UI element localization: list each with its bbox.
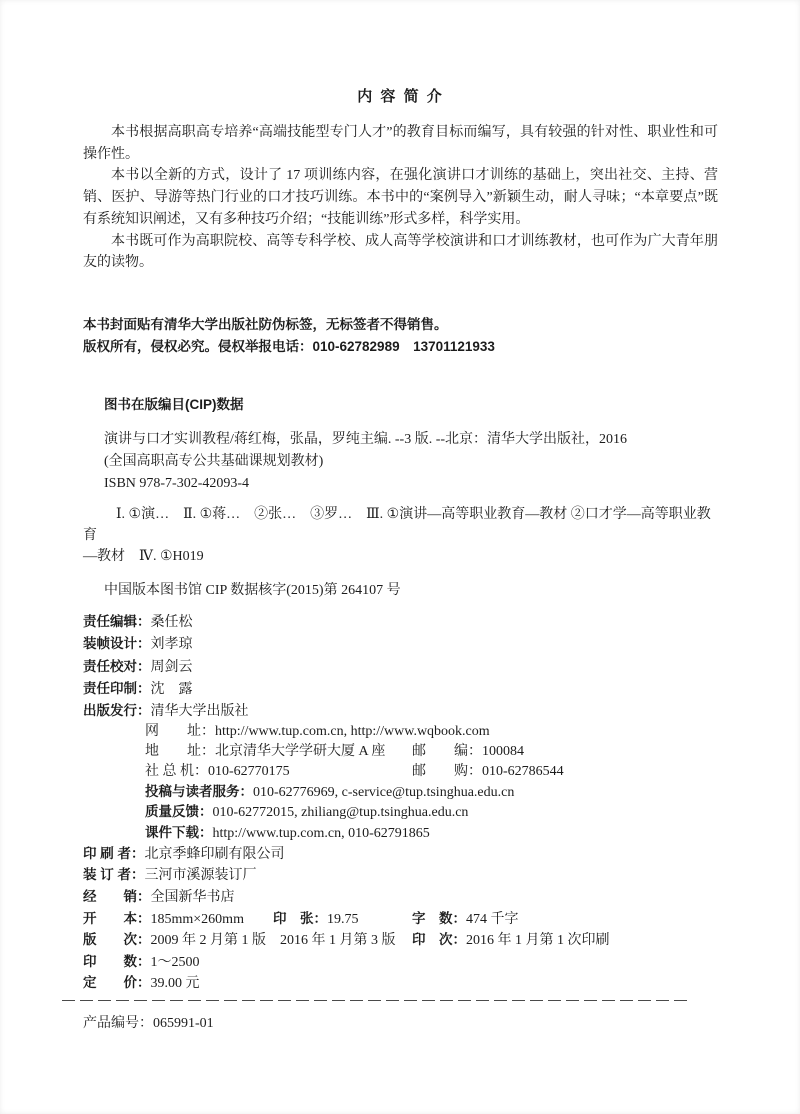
anti-counterfeit-line: 本书封面贴有清华大学出版社防伪标签，无标签者不得销售。 <box>83 316 448 332</box>
wordcount-label: 字 数： <box>412 910 466 926</box>
impression-value: 2016 年 1 月第 1 次印刷 <box>466 933 610 949</box>
cip-block <box>83 393 718 599</box>
website-urls: http://www.tup.com.cn, http://www.wqbook.com <box>215 724 490 740</box>
price-label: 定 价： <box>83 975 151 991</box>
impression-cell <box>412 930 610 952</box>
cip-classification <box>83 504 718 567</box>
price-value: 39.00 元 <box>150 976 200 992</box>
switchboard-label: 社 总 机： <box>145 763 208 779</box>
content-summary-title: 内 容 简 介 <box>357 88 444 105</box>
credit-label: 装帧设计： <box>83 636 151 652</box>
address-value: 北京清华大学学研大厦 A 座 <box>215 743 386 759</box>
mailorder-cell <box>412 762 564 782</box>
sheets-cell <box>273 909 359 931</box>
distributor-label: 经 销： <box>83 889 151 905</box>
website-label: 网 址： <box>145 724 215 740</box>
print-run-value: 1～2500 <box>150 954 200 970</box>
address-label: 地 址： <box>145 743 215 759</box>
publisher-block <box>83 700 718 844</box>
courseware-download-contact: http://www.tup.com.cn, 010-62791865 <box>212 826 430 842</box>
cip-class-line: —教材 Ⅳ. ①H019 <box>83 548 204 564</box>
price-row <box>83 973 718 995</box>
cip-bibliographic-info <box>104 429 718 495</box>
product-number-row <box>83 1014 718 1034</box>
print-run-label: 印 数： <box>83 953 151 969</box>
quality-feedback-row <box>145 802 718 823</box>
sheets-value: 19.75 <box>327 911 359 927</box>
credit-row <box>83 633 718 655</box>
copyright-notice <box>83 314 718 358</box>
binder-row <box>83 865 718 887</box>
quality-feedback-label: 质量反馈： <box>145 804 213 820</box>
website-row <box>145 722 718 742</box>
publisher-contact-rows <box>145 722 718 844</box>
printer-label: 印 刷 者： <box>83 845 145 861</box>
switchboard-phone: 010-62770175 <box>208 763 290 779</box>
summary-paragraph: 本书既可作为高职院校、高等专科学校、成人高等学校演讲和口才训练教材，也可作为广大青年朋友的读物。 <box>83 233 718 271</box>
publisher-row <box>83 700 718 722</box>
mailorder-label: 邮 购： <box>412 763 482 779</box>
cip-header: 图书在版编目(CIP)数据 <box>104 396 244 412</box>
cip-series-line: (全国高职高专公共基础课规划教材) <box>104 453 324 469</box>
format-row <box>83 909 718 931</box>
address-row <box>145 742 718 762</box>
publisher-name: 清华大学出版社 <box>150 704 249 720</box>
credit-row <box>83 656 718 678</box>
cip-isbn: ISBN 978-7-302-42093-4 <box>104 475 250 491</box>
edition-row <box>83 930 718 952</box>
product-number-label: 产品编号： <box>83 1016 153 1032</box>
courseware-download-label: 课件下载： <box>145 825 213 841</box>
distributor-row <box>83 887 718 909</box>
credit-row <box>83 611 718 633</box>
switchboard-row <box>145 762 718 782</box>
edition-value: 2009 年 2 月第 1 版 2016 年 1 月第 3 版 <box>150 933 396 949</box>
cip-title-line: 演讲与口才实训教程/蒋红梅，张晶，罗纯主编. --3 版. --北京：清华大学出版社，2016 <box>104 431 628 447</box>
edition-label: 版 次： <box>83 932 151 948</box>
credit-value: 桑任松 <box>150 614 193 630</box>
format-value: 185mm×260mm <box>150 911 244 927</box>
credit-label: 责任校对： <box>83 658 151 674</box>
staff-credits <box>83 611 718 700</box>
cip-record-number: 中国版本图书馆 CIP 数据核字(2015)第 264107 号 <box>104 582 401 598</box>
content-summary <box>83 122 718 274</box>
cip-class-line: Ⅰ. ①演… Ⅱ. ①蒋… ②张… ③罗… Ⅲ. ①演讲—高等职业教育—教材 ②口才学—高等职业教育 <box>83 506 711 543</box>
reader-service-row <box>145 782 718 803</box>
courseware-download-row <box>145 823 718 844</box>
credit-label: 责任印制： <box>83 680 151 696</box>
credit-value: 周剑云 <box>150 659 193 675</box>
sheets-label: 印 张： <box>273 910 327 926</box>
quality-feedback-contact: 010-62772015, zhiliang@tup.tsinghua.edu.cn <box>212 805 469 821</box>
postcode-label: 邮 编： <box>412 743 482 759</box>
wordcount-value: 474 千字 <box>466 911 519 927</box>
printing-details <box>83 844 718 995</box>
postcode-cell <box>412 742 524 762</box>
binder-value: 三河市溪源装订厂 <box>144 868 257 884</box>
wordcount-cell <box>412 909 519 931</box>
binder-label: 装 订 者： <box>83 867 145 883</box>
credit-value: 刘孝琼 <box>150 637 193 653</box>
product-number-value: 065991-01 <box>153 1016 214 1032</box>
format-label: 开 本： <box>83 910 151 926</box>
summary-paragraph: 本书以全新的方式，设计了 17 项训练内容，在强化演讲口才训练的基础上，突出社交、主持、营销、医护、导游等热门行业的口才技巧训练。本书中的“案例导入”新颖生动，耐人寻味；“本章要点”既有系统知识阐述，又有多种技巧介绍；“技能训练”形式多样，科学实用。 <box>83 168 718 227</box>
distributor-value: 全国新华书店 <box>150 890 235 906</box>
reader-service-contact: 010-62776969, c-service@tup.tsinghua.edu.cn <box>253 784 515 800</box>
printer-value: 北京季蜂印刷有限公司 <box>144 846 285 862</box>
summary-paragraph: 本书根据高职高专培养“高端技能型专门人才”的教育目标而编写，具有较强的针对性、职业性和可操作性。 <box>83 125 718 162</box>
rights-reserved-line: 版权所有，侵权必究。侵权举报电话：010-62782989 13701121933 <box>83 338 495 354</box>
printer-row <box>83 844 718 866</box>
reader-service-label: 投稿与读者服务： <box>145 783 253 799</box>
dashed-divider-line <box>62 1000 688 1002</box>
postcode-value: 100084 <box>482 743 524 759</box>
credit-label: 责任编辑： <box>83 613 151 629</box>
print-run-row <box>83 952 718 974</box>
mailorder-phone: 010-62786544 <box>482 763 564 779</box>
publisher-label: 出版发行： <box>83 703 151 719</box>
impression-label: 印 次： <box>412 932 466 948</box>
credit-value: 沈 露 <box>150 681 193 697</box>
credit-row <box>83 678 718 700</box>
